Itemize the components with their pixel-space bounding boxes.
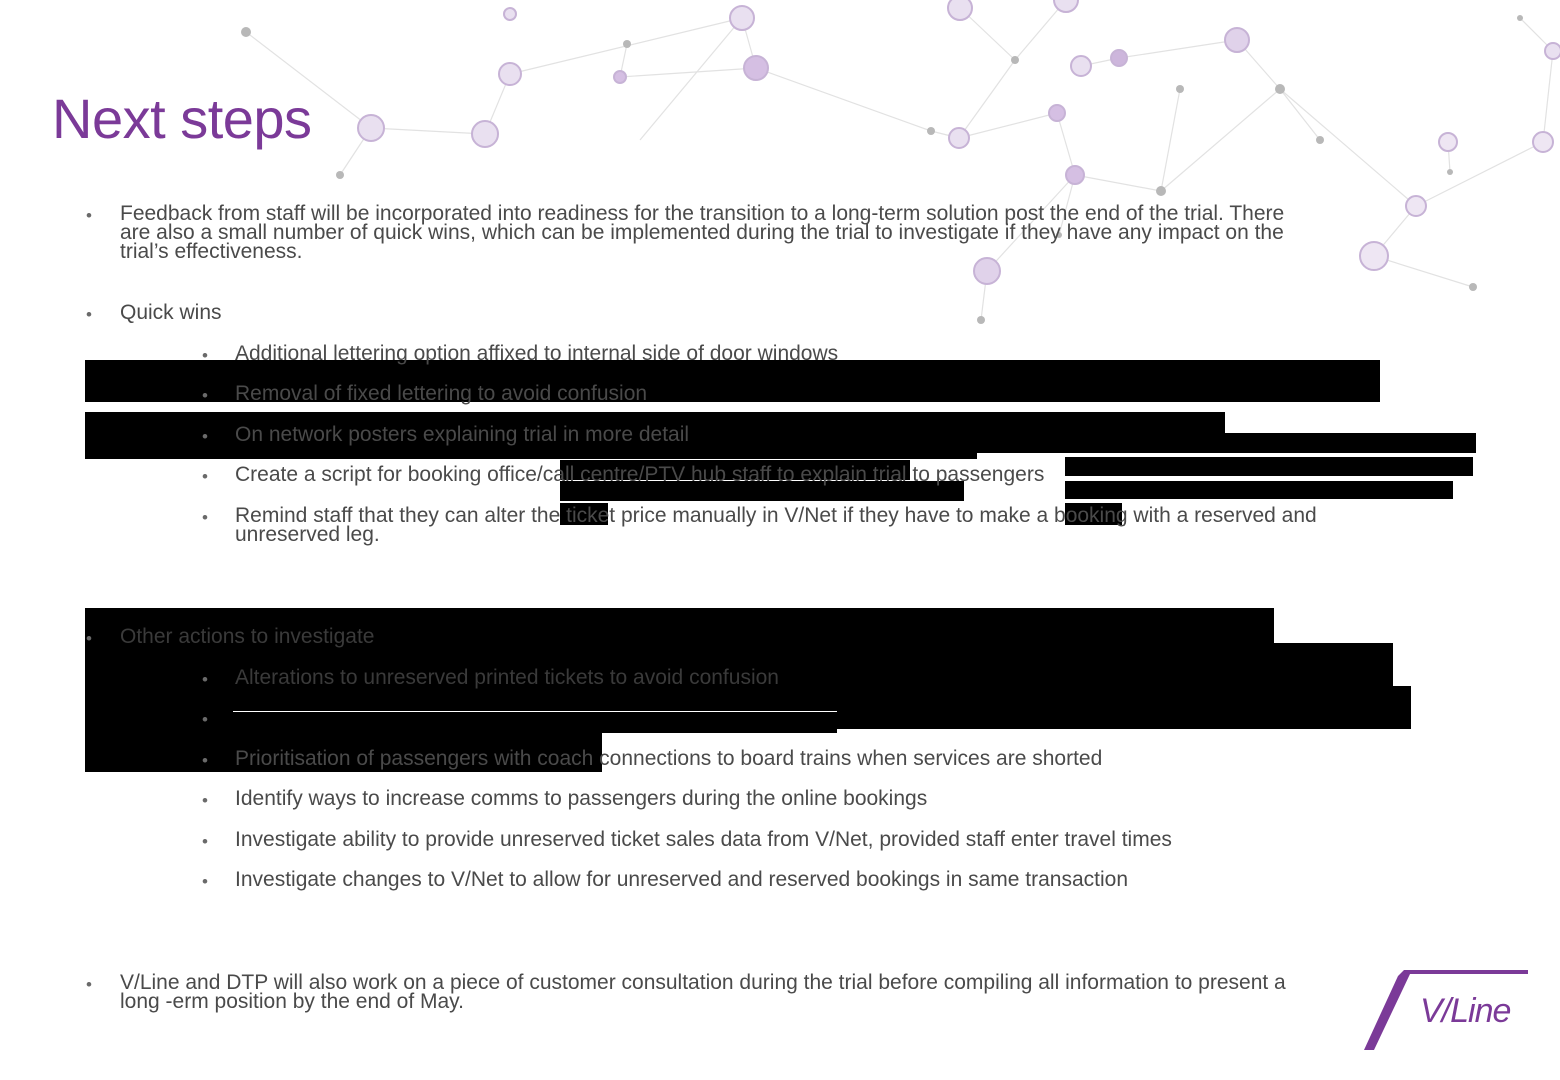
quick-win-item: On network posters explaining trial in more detail — [235, 423, 690, 446]
redaction-block — [1065, 457, 1473, 476]
bullet-marker: • — [202, 872, 208, 891]
bullet-marker: • — [202, 427, 208, 446]
other-action-item: Identify ways to increase comms to passengers during the online bookings — [235, 787, 928, 810]
redaction-block — [1225, 433, 1476, 453]
intro-line-3: trial’s effectiveness. — [120, 240, 303, 263]
redaction-block — [977, 412, 1225, 453]
other-action-item: Investigate changes to V/Net to allow for unreserved and reserved bookings in same transaction — [235, 868, 1129, 891]
bullet-marker: • — [202, 670, 208, 689]
quick-win-item: Create a script for booking office/call centre/PTV hub staff to explain trial to passengers — [235, 463, 1045, 486]
closing-line-2: long -erm position by the end of May. — [120, 990, 464, 1013]
bullet-marker: • — [202, 832, 208, 851]
quick-win-item: Remind staff that they can alter the ticket price manually in V/Net if they have to make a booking with a reserved and — [235, 504, 1317, 527]
other-actions-heading: Other actions to investigate — [120, 625, 375, 648]
bullet-marker: • — [202, 710, 208, 729]
redaction-block — [233, 711, 837, 733]
other-action-item: Investigate ability to provide unreserved ticket sales data from V/Net, provided staff enter travel times — [235, 828, 1172, 851]
bullet-marker: • — [202, 791, 208, 810]
quick-win-item: Removal of fixed lettering to avoid confusion — [235, 382, 648, 405]
quick-win-item: Additional lettering option affixed to internal side of door windows — [235, 342, 839, 365]
bullet-marker: • — [86, 305, 92, 324]
network-background — [0, 0, 1560, 340]
intro-line-2: are also a small number of quick wins, which can be implemented during the trial to investigate if they have any impact on the — [120, 221, 1284, 244]
bullet-marker: • — [86, 206, 92, 225]
intro-line-1: Feedback from staff will be incorporated into readiness for the transition to a long-term solution post the end of the trial. There — [120, 202, 1285, 225]
bullet-marker: • — [86, 975, 92, 994]
bullet-marker: • — [86, 629, 92, 648]
bullet-marker: • — [202, 751, 208, 770]
closing-line-1: V/Line and DTP will also work on a piece of customer consultation during the trial before compiling all information to present a — [120, 971, 1286, 994]
redaction-block — [1065, 481, 1453, 499]
bullet-marker: • — [202, 467, 208, 486]
vline-logo-text: V/Line — [1420, 992, 1511, 1030]
other-action-item: Alterations to unreserved printed tickets to avoid confusion — [235, 666, 779, 689]
bullet-marker: • — [202, 508, 208, 527]
bullet-marker: • — [202, 386, 208, 405]
quick-win-item-continued: unreserved leg. — [235, 523, 380, 546]
quick-wins-heading: Quick wins — [120, 301, 222, 324]
bullet-marker: • — [202, 346, 208, 365]
page-title: Next steps — [52, 87, 312, 150]
other-action-item: Prioritisation of passengers with coach connections to board trains when services are shorted — [235, 747, 1103, 770]
